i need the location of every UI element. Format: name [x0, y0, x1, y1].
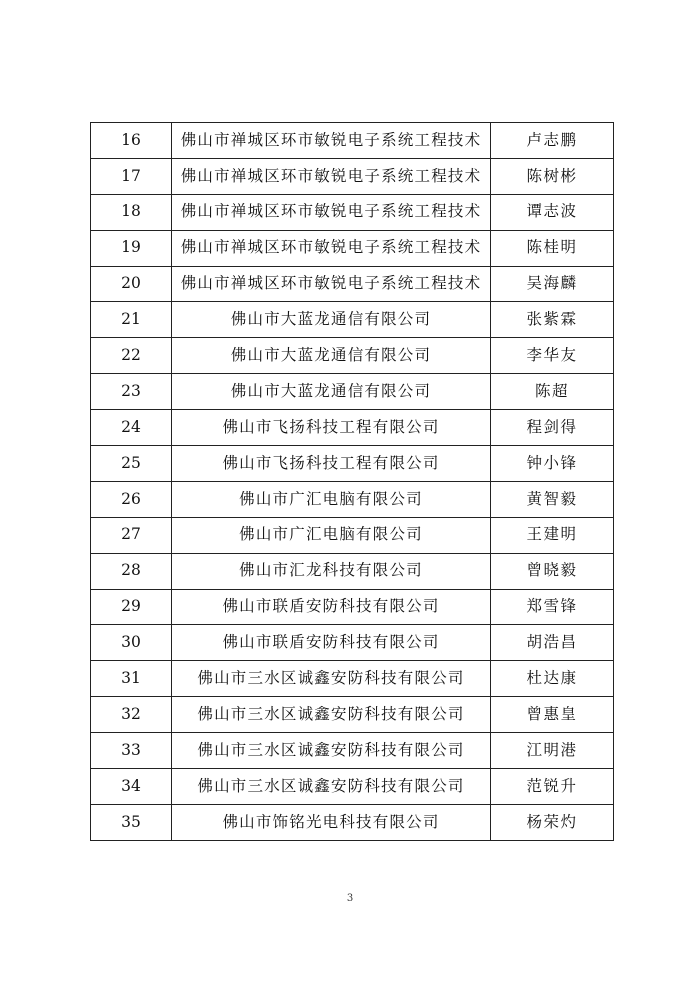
- table-row: [91, 553, 614, 589]
- table-row: [91, 230, 614, 266]
- company-cell: 佛山市大蓝龙通信有限公司: [172, 374, 491, 410]
- person-name-cell: 卢志鹏: [491, 123, 614, 159]
- company-cell: 佛山市联盾安防科技有限公司: [172, 625, 491, 661]
- table-row: [91, 123, 614, 159]
- company-cell: 佛山市三水区诚鑫安防科技有限公司: [172, 769, 491, 805]
- row-number-cell: 27: [91, 517, 172, 553]
- table-row: [91, 661, 614, 697]
- row-number-cell: 21: [91, 302, 172, 338]
- company-cell: 佛山市禅城区环市敏锐电子系统工程技术: [172, 158, 491, 194]
- company-cell: 佛山市联盾安防科技有限公司: [172, 589, 491, 625]
- person-name-cell: 胡浩昌: [491, 625, 614, 661]
- person-name-cell: 吴海麟: [491, 266, 614, 302]
- row-number-cell: 26: [91, 481, 172, 517]
- person-name-cell: 陈超: [491, 374, 614, 410]
- person-name-cell: 曾晓毅: [491, 553, 614, 589]
- row-number-cell: 16: [91, 123, 172, 159]
- table-row: [91, 517, 614, 553]
- person-name-cell: 程剑得: [491, 410, 614, 446]
- company-cell: 佛山市大蓝龙通信有限公司: [172, 302, 491, 338]
- row-number-cell: 34: [91, 769, 172, 805]
- row-number-cell: 32: [91, 697, 172, 733]
- table-row: [91, 410, 614, 446]
- table-row: [91, 158, 614, 194]
- row-number-cell: 29: [91, 589, 172, 625]
- row-number-cell: 24: [91, 410, 172, 446]
- table-row: [91, 481, 614, 517]
- person-name-cell: 杨荣灼: [491, 804, 614, 840]
- page-number: 3: [346, 893, 354, 904]
- row-number-cell: 28: [91, 553, 172, 589]
- person-name-cell: 张紫霖: [491, 302, 614, 338]
- company-cell: 佛山市飞扬科技工程有限公司: [172, 446, 491, 482]
- person-name-cell: 陈树彬: [491, 158, 614, 194]
- row-number-cell: 17: [91, 158, 172, 194]
- row-number-cell: 25: [91, 446, 172, 482]
- person-name-cell: 王建明: [491, 517, 614, 553]
- table-row: [91, 266, 614, 302]
- person-name-cell: 郑雪锋: [491, 589, 614, 625]
- row-number-cell: 31: [91, 661, 172, 697]
- table-row: [91, 302, 614, 338]
- company-cell: 佛山市三水区诚鑫安防科技有限公司: [172, 697, 491, 733]
- company-cell: 佛山市广汇电脑有限公司: [172, 481, 491, 517]
- row-number-cell: 22: [91, 338, 172, 374]
- person-name-cell: 曾惠皇: [491, 697, 614, 733]
- table-row: [91, 804, 614, 840]
- company-cell: 佛山市三水区诚鑫安防科技有限公司: [172, 661, 491, 697]
- company-cell: 佛山市大蓝龙通信有限公司: [172, 338, 491, 374]
- company-cell: 佛山市饰铭光电科技有限公司: [172, 804, 491, 840]
- table-row: [91, 374, 614, 410]
- table-row: [91, 589, 614, 625]
- row-number-cell: 18: [91, 194, 172, 230]
- company-cell: 佛山市广汇电脑有限公司: [172, 517, 491, 553]
- company-cell: 佛山市禅城区环市敏锐电子系统工程技术: [172, 230, 491, 266]
- row-number-cell: 23: [91, 374, 172, 410]
- row-number-cell: 19: [91, 230, 172, 266]
- table-row: [91, 769, 614, 805]
- table-row: [91, 446, 614, 482]
- company-cell: 佛山市三水区诚鑫安防科技有限公司: [172, 733, 491, 769]
- company-cell: 佛山市禅城区环市敏锐电子系统工程技术: [172, 194, 491, 230]
- row-number-cell: 20: [91, 266, 172, 302]
- person-name-cell: 谭志波: [491, 194, 614, 230]
- company-cell: 佛山市禅城区环市敏锐电子系统工程技术: [172, 123, 491, 159]
- personnel-table: [90, 122, 614, 841]
- table-row: [91, 625, 614, 661]
- personnel-table-body: [91, 123, 614, 841]
- person-name-cell: 钟小锋: [491, 446, 614, 482]
- company-cell: 佛山市汇龙科技有限公司: [172, 553, 491, 589]
- row-number-cell: 30: [91, 625, 172, 661]
- person-name-cell: 范锐升: [491, 769, 614, 805]
- company-cell: 佛山市禅城区环市敏锐电子系统工程技术: [172, 266, 491, 302]
- row-number-cell: 35: [91, 804, 172, 840]
- company-cell: 佛山市飞扬科技工程有限公司: [172, 410, 491, 446]
- table-row: [91, 338, 614, 374]
- person-name-cell: 杜达康: [491, 661, 614, 697]
- person-name-cell: 江明港: [491, 733, 614, 769]
- person-name-cell: 陈桂明: [491, 230, 614, 266]
- person-name-cell: 黄智毅: [491, 481, 614, 517]
- row-number-cell: 33: [91, 733, 172, 769]
- table-row: [91, 697, 614, 733]
- table-row: [91, 733, 614, 769]
- table-row: [91, 194, 614, 230]
- person-name-cell: 李华友: [491, 338, 614, 374]
